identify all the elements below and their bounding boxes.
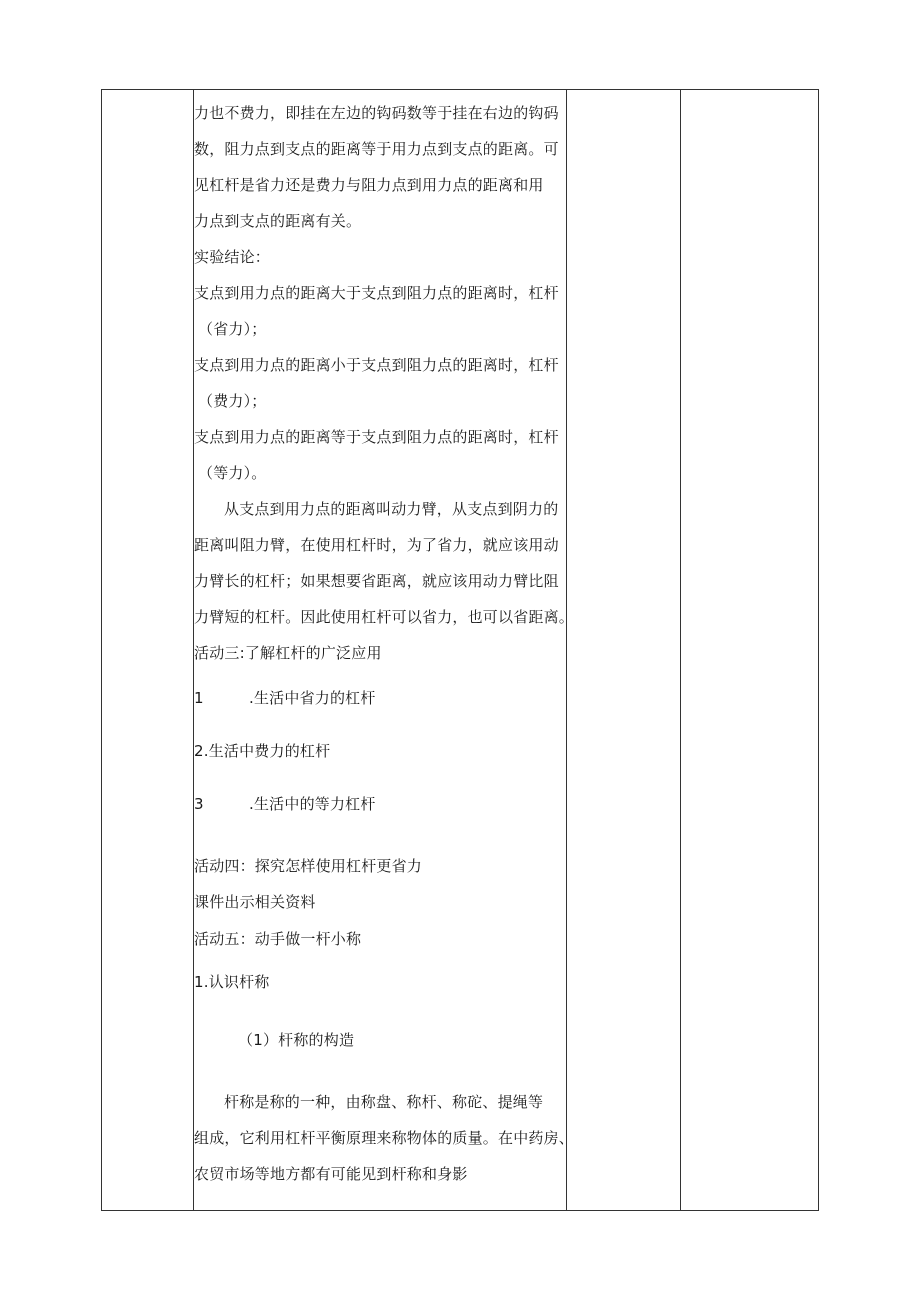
text-line: 数，阻力点到支点的距离等于用力点到支点的距离。可 [194, 140, 559, 158]
column-divider-2 [566, 89, 567, 1211]
text-line: 距离叫阻力臂，在使用杠杆时，为了省力，就应该用动 [194, 536, 559, 554]
text-line: 农贸市场等地方都有可能见到杆称和身影 [194, 1165, 468, 1183]
activity-five-heading: 活动五：动手做一杆小称 [194, 930, 362, 948]
list-item-text: .生活中省力的杠杆 [249, 689, 376, 707]
section-heading: 1.认识杆称 [194, 973, 270, 991]
sub-section-heading: （1）杆称的构造 [238, 1031, 355, 1049]
text-line: 力也不费力，即挂在左边的钩码数等于挂在右边的钩码 [194, 104, 559, 122]
text-line: （省力）； [198, 320, 267, 338]
text-line: 支点到用力点的距离小于支点到阻力点的距离时，杠杆 [194, 356, 559, 374]
list-item-number: 1 [194, 689, 204, 707]
text-line: （费力）； [198, 392, 267, 410]
list-item [194, 741, 330, 761]
activity-three-heading: 活动三:了解杠杆的广泛应用 [194, 644, 382, 662]
text-line: （等力）。 [198, 464, 267, 482]
text-line: 力臂短的杠杆。因此使用杠杆可以省力，也可以省距离。 [194, 608, 575, 626]
text-line: 杆称是称的一种，由称盘、称杆、称砣、提绳等 [224, 1093, 544, 1111]
list-item [194, 688, 376, 708]
text-line: 见杠杆是省力还是费力与阻力点到用力点的距离和用 [194, 176, 544, 194]
list-item [194, 794, 376, 814]
lesson-content-cell [194, 89, 575, 1211]
text-line: 课件出示相关资料 [194, 893, 316, 911]
list-item-number: 3 [194, 795, 204, 813]
text-line: 力臂长的杠杆；如果想要省距离，就应该用动力臂比阻 [194, 572, 559, 590]
text-line: 支点到用力点的距离等于支点到阻力点的距离时，杠杆 [194, 428, 559, 446]
list-item-text: 2.生活中费力的杠杆 [194, 742, 331, 760]
list-item-text: .生活中的等力杠杆 [249, 795, 376, 813]
experiment-conclusion-heading: 实验结论： [194, 248, 271, 266]
column-divider-3 [680, 89, 681, 1211]
text-line: 力点到支点的距离有关。 [194, 212, 362, 230]
text-line: 组成，它利用杠杆平衡原理来称物体的质量。在中药房、 [194, 1129, 575, 1147]
activity-four-heading: 活动四：探究怎样使用杠杆更省力 [194, 857, 423, 875]
text-line: 从支点到用力点的距离叫动力臂，从支点到阴力的 [224, 500, 559, 518]
text-line: 支点到用力点的距离大于支点到阻力点的距离时，杠杆 [194, 284, 559, 302]
